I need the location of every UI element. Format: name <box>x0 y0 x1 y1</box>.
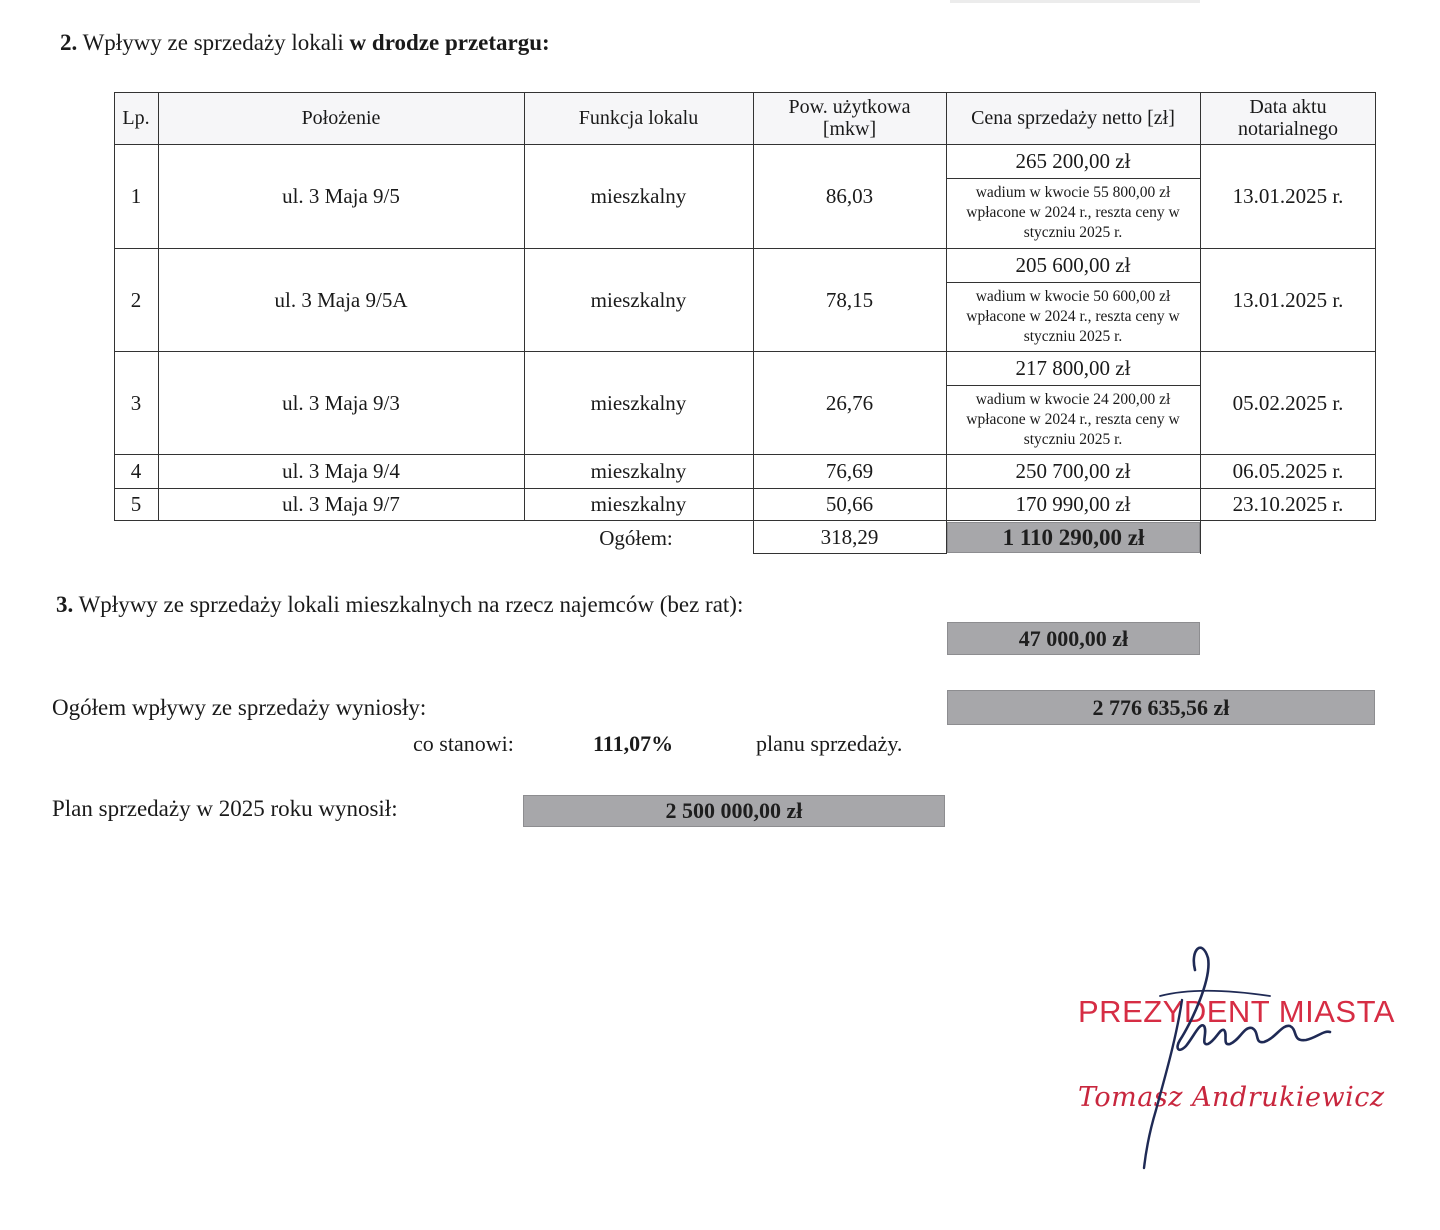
section-3-amount: 47 000,00 zł <box>947 622 1200 655</box>
table-line <box>946 178 1200 179</box>
section-3-heading <box>56 592 743 618</box>
section-3-text: Wpływy ze sprzedaży lokali mieszkalnych na rzecz najemców (bez rat): <box>78 592 744 617</box>
table-line <box>114 248 1376 249</box>
header-date-line1: Data aktu <box>1249 96 1327 118</box>
row1-lp: 1 <box>130 184 142 208</box>
table-line <box>1200 92 1201 554</box>
header-date-line2: notarialnego <box>1238 118 1338 140</box>
total-income-amount: 2 776 635,56 zł <box>947 690 1375 725</box>
row3-price: 217 800,00 zł <box>1015 356 1131 380</box>
row1-price: 265 200,00 zł <box>1015 149 1131 173</box>
row1-area: 86,03 <box>825 184 874 208</box>
row5-location: ul. 3 Maja 9/7 <box>282 492 400 516</box>
handwritten-signature <box>1120 930 1360 1180</box>
row2-area: 78,15 <box>825 287 874 312</box>
row5-date: 23.10.2025 r. <box>1232 492 1344 516</box>
plan-label: Plan sprzedaży w 2025 roku wynosił: <box>52 796 398 821</box>
row2-location: ul. 3 Maja 9/5A <box>274 287 408 312</box>
stamp-title: PREZYDENT MIASTA <box>1078 994 1395 1029</box>
share-percent: 111,07% <box>593 731 674 756</box>
table-line <box>114 92 115 520</box>
row4-area: 76,69 <box>825 459 874 483</box>
table-total-area: 318,29 <box>753 522 946 554</box>
table-line <box>114 488 1376 489</box>
table-line <box>946 385 1200 386</box>
table-total-price: 1 110 290,00 zł <box>947 522 1200 553</box>
row5-price: 170 990,00 zł <box>1015 492 1131 516</box>
section-2-text: Wpływy ze sprzedaży lokali <box>82 30 344 55</box>
table-total-label: Ogółem: <box>599 525 673 550</box>
header-price: Cena sprzedaży netto [zł] <box>946 92 1200 144</box>
row3-function: mieszkalny <box>590 390 687 415</box>
table-line <box>114 454 1376 455</box>
row5-function: mieszkalny <box>590 492 687 516</box>
table-line <box>114 92 1376 93</box>
table-line <box>753 92 754 554</box>
table-line <box>524 92 525 520</box>
row4-lp: 4 <box>130 459 142 483</box>
table-line <box>946 92 947 554</box>
header-date <box>1200 92 1376 144</box>
share-prefix: co stanowi: <box>413 731 514 756</box>
header-area <box>753 92 946 144</box>
row1-location: ul. 3 Maja 9/5 <box>282 184 400 208</box>
sales-table <box>114 92 1376 522</box>
row1-date: 13.01.2025 r. <box>1232 184 1344 208</box>
section-2-bold-text: w drodze przetargu: <box>349 30 550 55</box>
row3-note: wadium w kwocie 24 200,00 zł wpłacone w 2024 r., reszta ceny w styczniu 2025 r. <box>966 390 1180 448</box>
row3-location: ul. 3 Maja 9/3 <box>282 390 400 415</box>
row2-date: 13.01.2025 r. <box>1232 287 1344 312</box>
header-lp: Lp. <box>114 92 158 144</box>
table-line <box>114 144 1376 145</box>
row2-note: wadium w kwocie 50 600,00 zł wpłacone w 2024 r., reszta ceny w styczniu 2025 r. <box>966 287 1180 345</box>
row2-price: 205 600,00 zł <box>1015 253 1131 277</box>
header-function: Funkcja lokalu <box>524 92 753 144</box>
stamp-name: Tomasz Andrukiewicz <box>1078 1082 1385 1113</box>
section-3-number: 3. <box>56 592 74 617</box>
table-line <box>1375 92 1376 520</box>
header-area-line2: [mkw] <box>822 118 877 140</box>
row2-function: mieszkalny <box>590 287 687 312</box>
table-line <box>114 520 1376 521</box>
plan-amount: 2 500 000,00 zł <box>523 795 945 827</box>
section-2-heading <box>60 30 550 56</box>
row3-date: 05.02.2025 r. <box>1232 390 1344 415</box>
total-income-label: Ogółem wpływy ze sprzedaży wyniosły: <box>52 695 427 720</box>
header-area-line1: Pow. użytkowa <box>788 96 911 118</box>
row1-function: mieszkalny <box>590 184 687 208</box>
row1-note: wadium w kwocie 55 800,00 zł wpłacone w 2024 r., reszta ceny w styczniu 2025 r. <box>966 184 1180 241</box>
row3-area: 26,76 <box>825 390 874 415</box>
row4-price: 250 700,00 zł <box>1015 459 1131 483</box>
section-2-number: 2. <box>60 30 78 55</box>
row4-location: ul. 3 Maja 9/4 <box>282 459 400 483</box>
row4-date: 06.05.2025 r. <box>1232 459 1344 483</box>
row3-lp: 3 <box>130 390 142 415</box>
row5-lp: 5 <box>130 492 142 516</box>
table-line <box>114 351 1376 352</box>
table-line <box>946 282 1200 283</box>
page-top-edge <box>950 0 1200 3</box>
header-location: Położenie <box>158 92 524 144</box>
row4-function: mieszkalny <box>590 459 687 483</box>
row2-lp: 2 <box>130 287 142 312</box>
row5-area: 50,66 <box>825 492 874 516</box>
share-suffix: planu sprzedaży. <box>756 731 903 756</box>
table-line <box>158 92 159 520</box>
